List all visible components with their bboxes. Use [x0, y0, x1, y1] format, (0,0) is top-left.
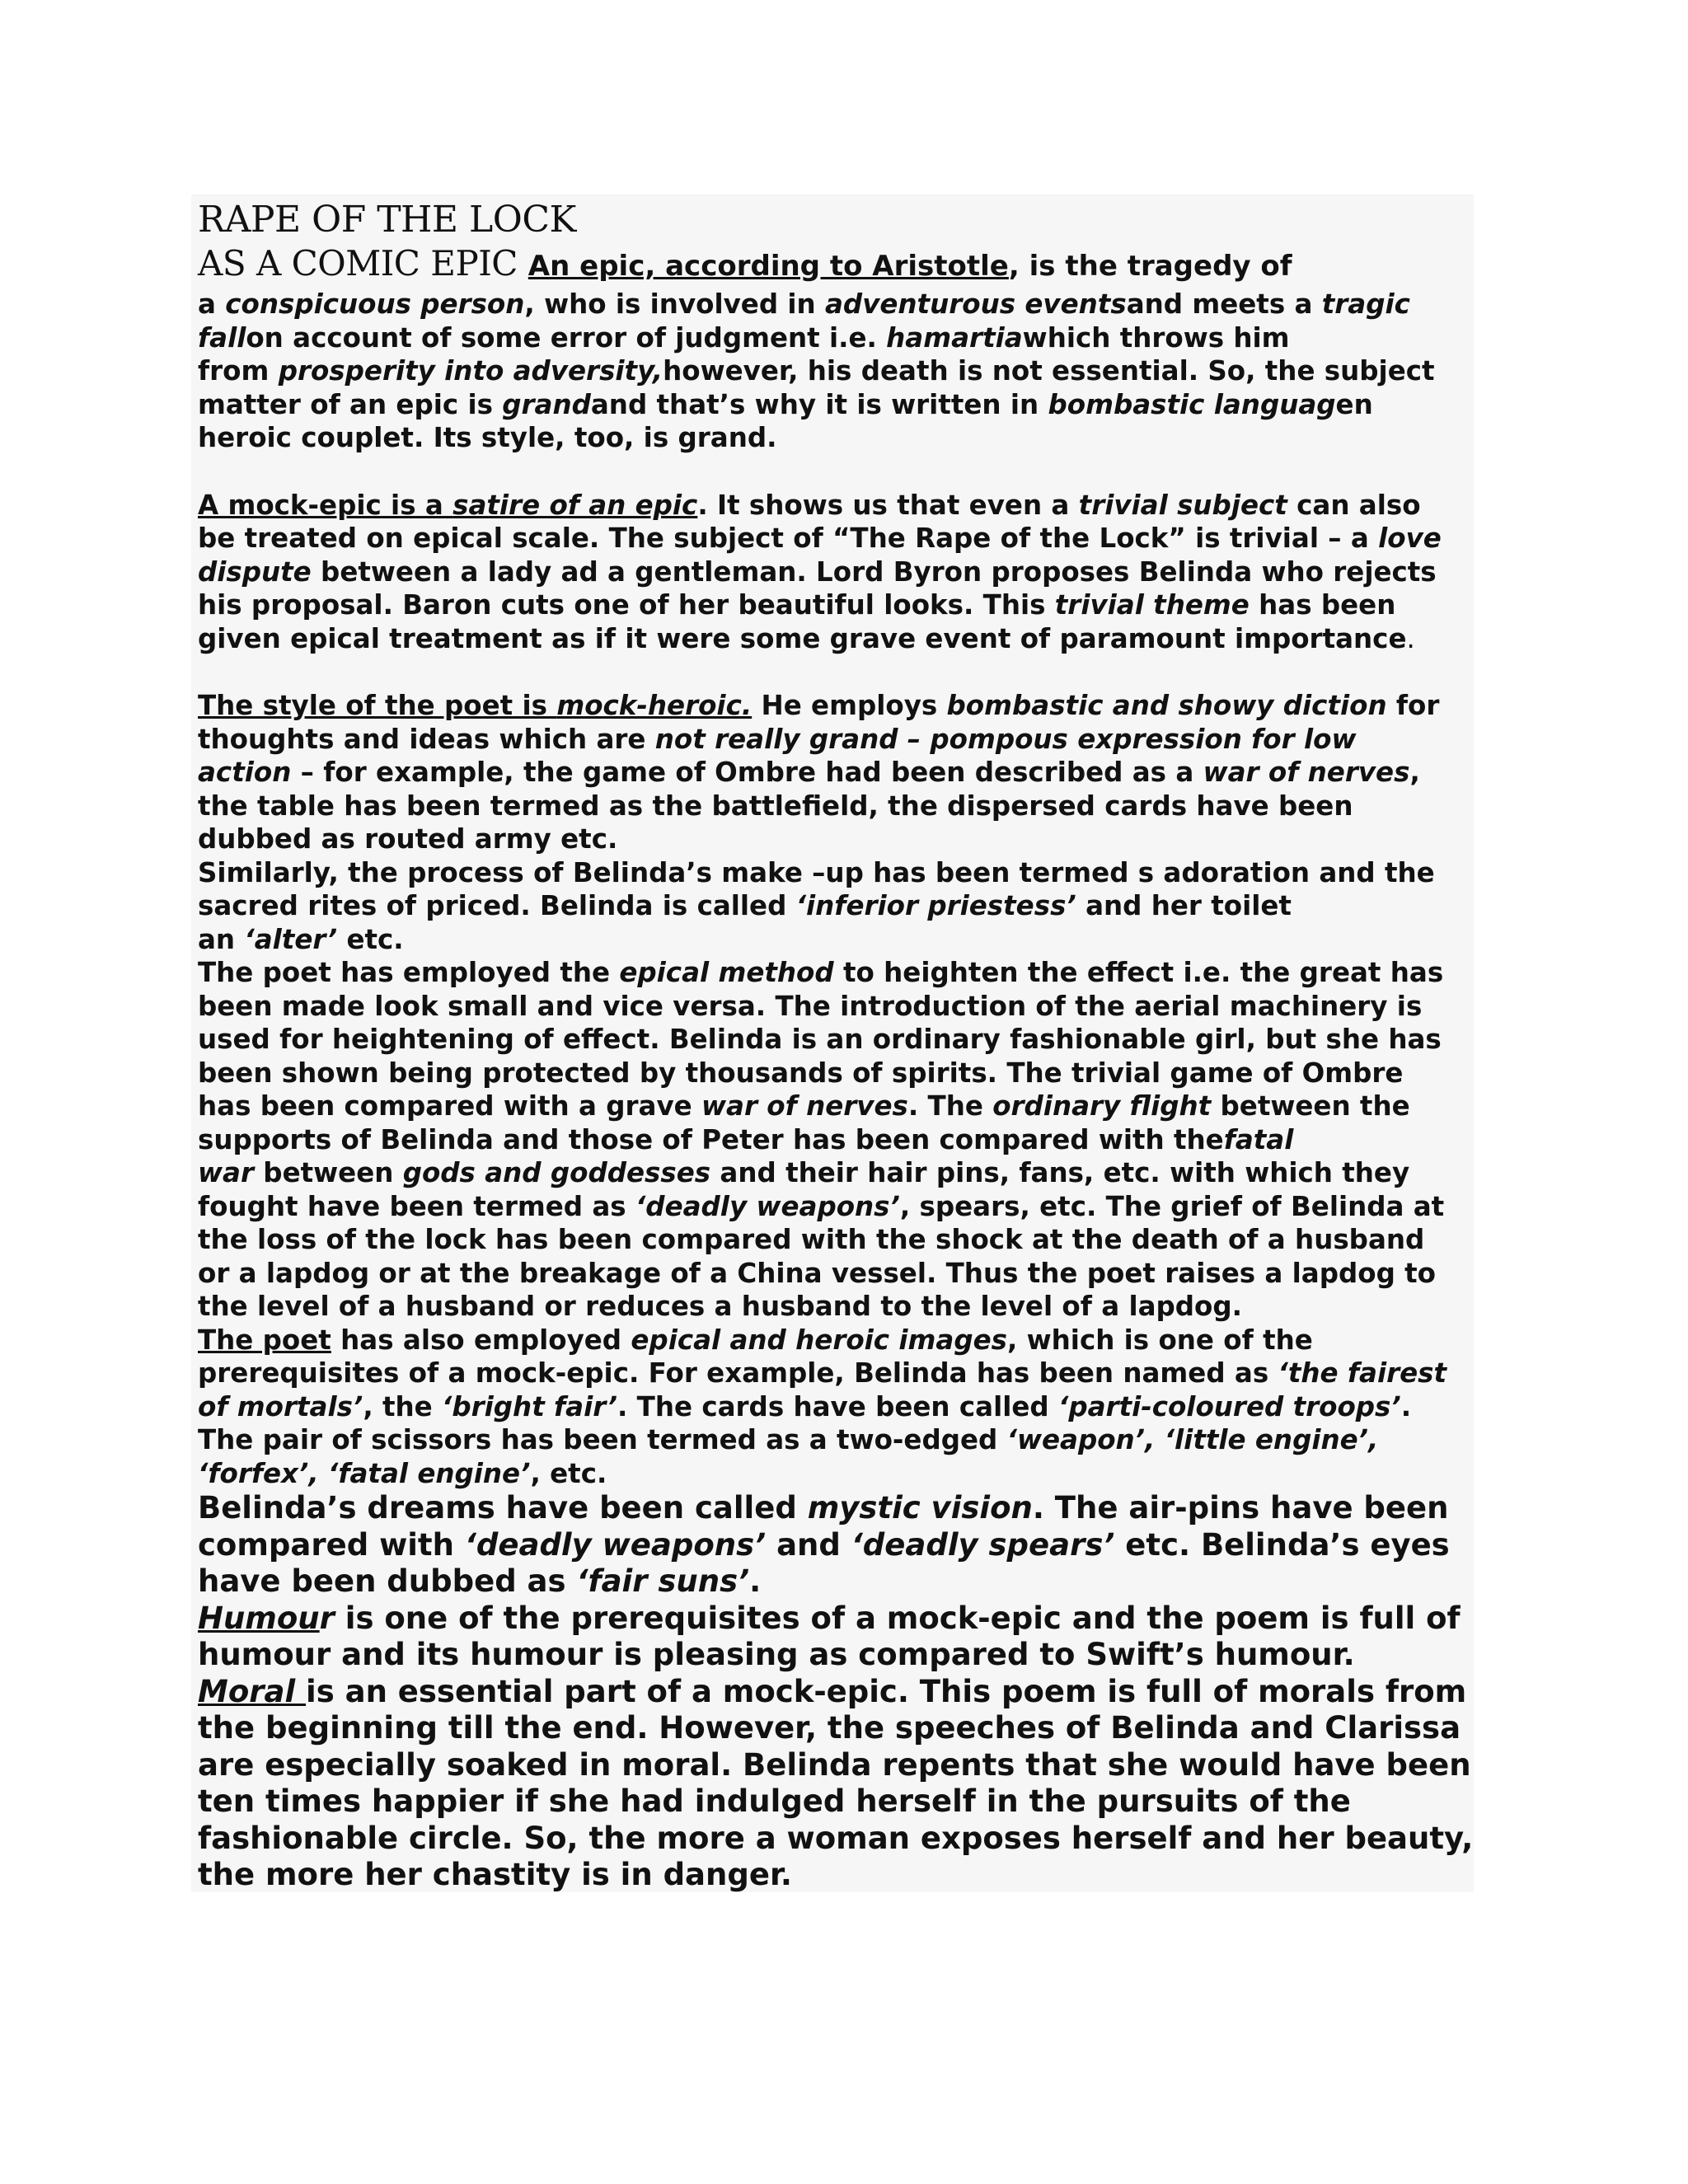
text-line: matter of an epic is grandand that’s why it is written in bombastic languagen — [198, 388, 1373, 420]
text-line: the more her chastity is in danger. — [198, 1857, 792, 1892]
text-line: a conspicuous person, who is involved in adventurous eventsand meets a tragic — [198, 288, 1410, 320]
text-line: the level of a husband or reduces a husband to the level of a lapdog. — [198, 1291, 1242, 1322]
text-line: the table has been termed as the battlefield, the dispersed cards have been — [198, 790, 1353, 822]
paragraph-makeup — [198, 856, 1474, 957]
text-line: war between gods and goddesses and their hair pins, fans, etc. with which they — [198, 1157, 1410, 1188]
text-line: fashionable circle. So, the more a woman exposes herself and her beauty, — [198, 1820, 1474, 1856]
text-line: supports of Belinda and those of Peter has been compared with thefatal — [198, 1123, 1294, 1155]
text-line: action – for example, the game of Ombre had been described as a war of nerves, — [198, 757, 1420, 788]
paragraph-dreams — [198, 1490, 1474, 1601]
paragraph-epical-method — [198, 956, 1474, 1324]
text-line: fallon account of some error of judgment i.e. hamartiawhich throws him — [198, 321, 1290, 354]
paragraph-spacer — [198, 455, 1474, 489]
text-line: dispute between a lady ad a gentleman. Lord Byron proposes Belinda who rejects — [198, 555, 1437, 588]
text-line: Belinda’s dreams have been called mystic vision. The air-pins have been — [198, 1490, 1449, 1526]
text-line: The style of the poet is mock-heroic. He employs bombastic and showy diction for — [198, 690, 1440, 721]
text-line: has been compared with a grave war of nerves. The ordinary flight between the — [198, 1090, 1410, 1122]
text-line: Humour is one of the prerequisites of a mock-epic and the poem is full of — [198, 1600, 1461, 1636]
text-line: heroic couplet. Its style, too, is grand. — [198, 422, 777, 453]
text-line: The poet has also employed epical and heroic images, which is one of the — [198, 1324, 1313, 1356]
text-line: compared with ‘deadly weapons’ and ‘deadly spears’ etc. Belinda’s eyes — [198, 1526, 1450, 1563]
text-line: fought have been termed as ‘deadly weapons’, spears, etc. The grief of Belinda at — [198, 1190, 1445, 1222]
paragraph-humour — [198, 1601, 1474, 1674]
text-line: dubbed as routed army etc. — [198, 823, 618, 855]
text-line: used for heightening of effect. Belinda is an ordinary fashionable girl, but she has — [198, 1024, 1442, 1055]
text-line: been shown being protected by thousands of spirits. The trivial game of Ombre — [198, 1057, 1404, 1089]
text-line: The poet has employed the epical method to heighten the effect i.e. the great has — [198, 957, 1444, 988]
text-line: Similarly, the process of Belinda’s make –up has been termed s adoration and the — [198, 856, 1435, 888]
text-line: A mock-epic is a satire of an epic. It shows us that even a trivial subject can also — [198, 489, 1421, 521]
text-line: his proposal. Baron cuts one of her beautiful looks. This trivial theme has been — [198, 589, 1396, 621]
paragraph-style — [198, 689, 1474, 856]
text-line: or a lapdog or at the breakage of a China vessel. Thus the poet raises a lapdog to — [198, 1257, 1437, 1289]
text-line: ten times happier if she had indulged herself in the pursuits of the — [198, 1783, 1351, 1819]
text-line: be treated on epical scale. The subject of “The Rape of the Lock” is trivial – a love — [198, 523, 1442, 554]
document-body — [191, 194, 1474, 1892]
document-title: RAPE OF THE LOCK — [198, 199, 576, 241]
text-line: Moral is an essential part of a mock-epic. This poem is full of morals from — [198, 1673, 1467, 1709]
text-line: have been dubbed as ‘fair suns’. — [198, 1563, 762, 1599]
text-line: the beginning till the end. However, the speeches of Belinda and Clarissa — [198, 1710, 1461, 1746]
text-line: thoughts and ideas which are not really grand – pompous expression for low — [198, 723, 1357, 755]
paragraph-spacer — [198, 655, 1474, 689]
paragraph-mock-epic — [198, 489, 1474, 656]
epic-definition-lead: An epic, according to Aristotle — [528, 250, 1009, 283]
text-line: been made look small and vice versa. The introduction of the aerial machinery is — [198, 990, 1423, 1022]
document-subtitle: AS A COMIC EPIC — [198, 243, 518, 284]
subtitle-line: AS A COMIC EPIC An epic, according to Aristotle, is the tragedy of — [198, 243, 1292, 284]
text-line: from prosperity into adversity,however, his death is not essential. So, the subject — [198, 355, 1435, 387]
text-line: are especially soaked in moral. Belinda repents that she would have been — [198, 1746, 1471, 1783]
text-line: sacred rites of priced. Belinda is called ‘inferior priestess’ and her toilet — [198, 890, 1292, 921]
text-line: prerequisites of a mock-epic. For example, Belinda has been named as ‘the fairest — [198, 1357, 1447, 1389]
paragraph-epic-definition — [198, 288, 1474, 455]
text-line: humour and its humour is pleasing as compared to Swift’s humour. — [198, 1637, 1355, 1672]
text-line: of mortals’, the ‘bright fair’. The cards have been called ‘parti-coloured troops’. — [198, 1390, 1412, 1422]
text-line: given epical treatment as if it were some grave event of paramount importance. — [198, 622, 1415, 654]
paragraph-moral — [198, 1674, 1474, 1894]
text-line: The pair of scissors has been termed as a two-edged ‘weapon’, ‘little engine’, — [198, 1424, 1379, 1455]
paragraph-heroic-images — [198, 1324, 1474, 1491]
text-line: the loss of the lock has been compared with the shock at the death of a husband — [198, 1224, 1425, 1255]
text-line: an ‘alter’ etc. — [198, 923, 404, 955]
text-line: ‘forfex’, ‘fatal engine’, etc. — [198, 1457, 607, 1489]
